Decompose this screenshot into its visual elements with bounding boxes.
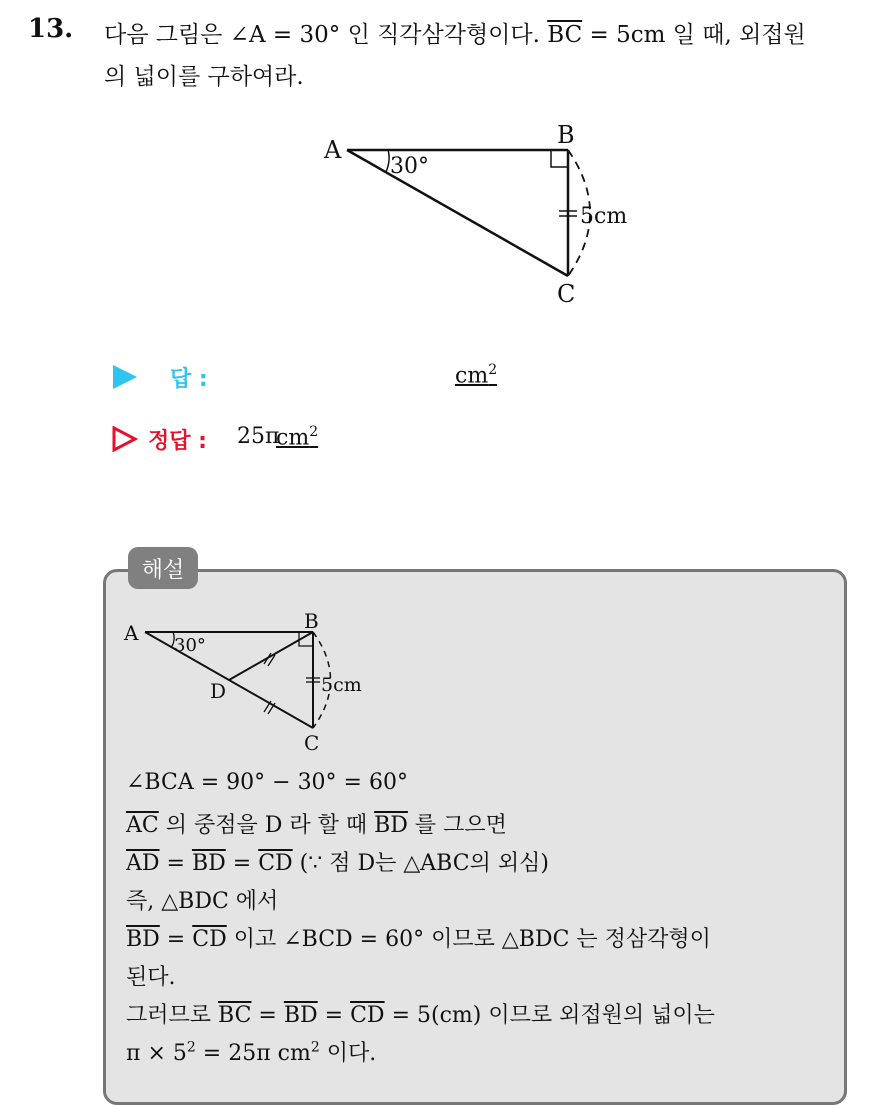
solution-line-6: 된다. <box>126 965 176 990</box>
sol-vertex-d-label: D <box>210 679 227 703</box>
sol-vertex-c-label: C <box>304 731 320 755</box>
correct-unit-exp: 2 <box>309 424 319 440</box>
answer-unit-exp: 2 <box>488 362 498 378</box>
solution-line-8 <box>126 1036 376 1067</box>
seg-cd: $\overline{CD}$ <box>192 927 227 952</box>
solution-line-7 <box>126 998 715 1029</box>
solution-line-7-text-a: = <box>251 1003 284 1028</box>
solution-line-4: 즉, △BDC 에서 <box>126 889 279 914</box>
vertex-a-label: A <box>324 136 342 164</box>
solution-line-7-text-b: = <box>317 1003 351 1028</box>
solution-line-3-text-b: = <box>225 851 259 876</box>
question-number: 13. <box>28 14 74 44</box>
sol-vertex-b-label: B <box>304 609 319 633</box>
solution-tag: 해설 <box>128 547 198 589</box>
solution-line-3-text-a: = <box>159 851 192 876</box>
vertex-b-label: B <box>557 121 575 149</box>
solution-line-1: ∠BCA = 90° − 30° = 60° <box>126 770 408 795</box>
vertex-c-label: C <box>557 280 576 308</box>
solution-line-5-text-b: 이고 ∠BCD = 60° 이므로 △BDC 는 정삼각형이 <box>226 927 711 952</box>
sol-angle-label: 30° <box>174 635 206 656</box>
solution-line-3-text-c: (∵ 점 D는 △ABC의 외심) <box>292 851 549 876</box>
seg-cd: $\overline{CD}$ <box>258 851 293 876</box>
solution-line-8-exp-1: 2 <box>186 1039 196 1056</box>
question-text-a: 다음 그림은 ∠A = 30° 인 직각삼각형이다. <box>104 22 540 48</box>
solution-line-3 <box>126 846 549 877</box>
sol-vertex-a-label: A <box>124 621 139 645</box>
angle-label: 30° <box>390 154 429 179</box>
solution-line-8-text-c: 이다. <box>319 1041 377 1066</box>
solution-line-2-text-a: 의 중점을 D 라 할 때 <box>158 813 375 838</box>
solution-line-7-text-c: = 5(cm) 이므로 외접원의 넓이는 <box>384 1003 715 1028</box>
solution-line-8-exp-2: 2 <box>310 1039 320 1056</box>
solution-line-8-text-b: = 25π cm <box>195 1041 311 1066</box>
question-line-2: 의 넓이를 구하여라. <box>104 64 304 90</box>
question-text-b: = 5cm 일 때, 외접원 <box>589 22 806 48</box>
seg-bd: $\overline{BD}$ <box>126 927 160 952</box>
correct-unit-base: cm <box>276 425 310 451</box>
sol-side-label: 5cm <box>321 674 362 696</box>
seg-bd: $\overline{BD}$ <box>283 1003 318 1028</box>
seg-ad: $\overline{AD}$ <box>126 851 160 876</box>
seg-bd: $\overline{BD}$ <box>374 813 408 838</box>
correct-label: 정답 : <box>148 429 207 454</box>
answer-unit-base: cm <box>455 363 489 389</box>
seg-bc: $\overline{BC}$ <box>218 1003 252 1028</box>
solution-line-8-text-a: π × 5 <box>126 1041 187 1066</box>
seg-cd: $\overline{CD}$ <box>350 1003 385 1028</box>
answer-label: 답 : <box>170 367 208 392</box>
correct-value: 25π <box>237 424 280 449</box>
segment-bc: $\overline{BC}$ <box>547 22 583 48</box>
solution-line-2 <box>126 808 507 839</box>
seg-bd: $\overline{BD}$ <box>191 851 226 876</box>
solution-line-7-text-pre: 그러므로 <box>126 1003 219 1028</box>
solution-line-5 <box>126 922 711 953</box>
seg-ac: $\overline{AC}$ <box>126 813 159 838</box>
solution-line-2-text-b: 를 그으면 <box>407 813 507 838</box>
side-length-label: 5cm <box>580 204 628 229</box>
solution-line-5-text-a: = <box>159 927 193 952</box>
